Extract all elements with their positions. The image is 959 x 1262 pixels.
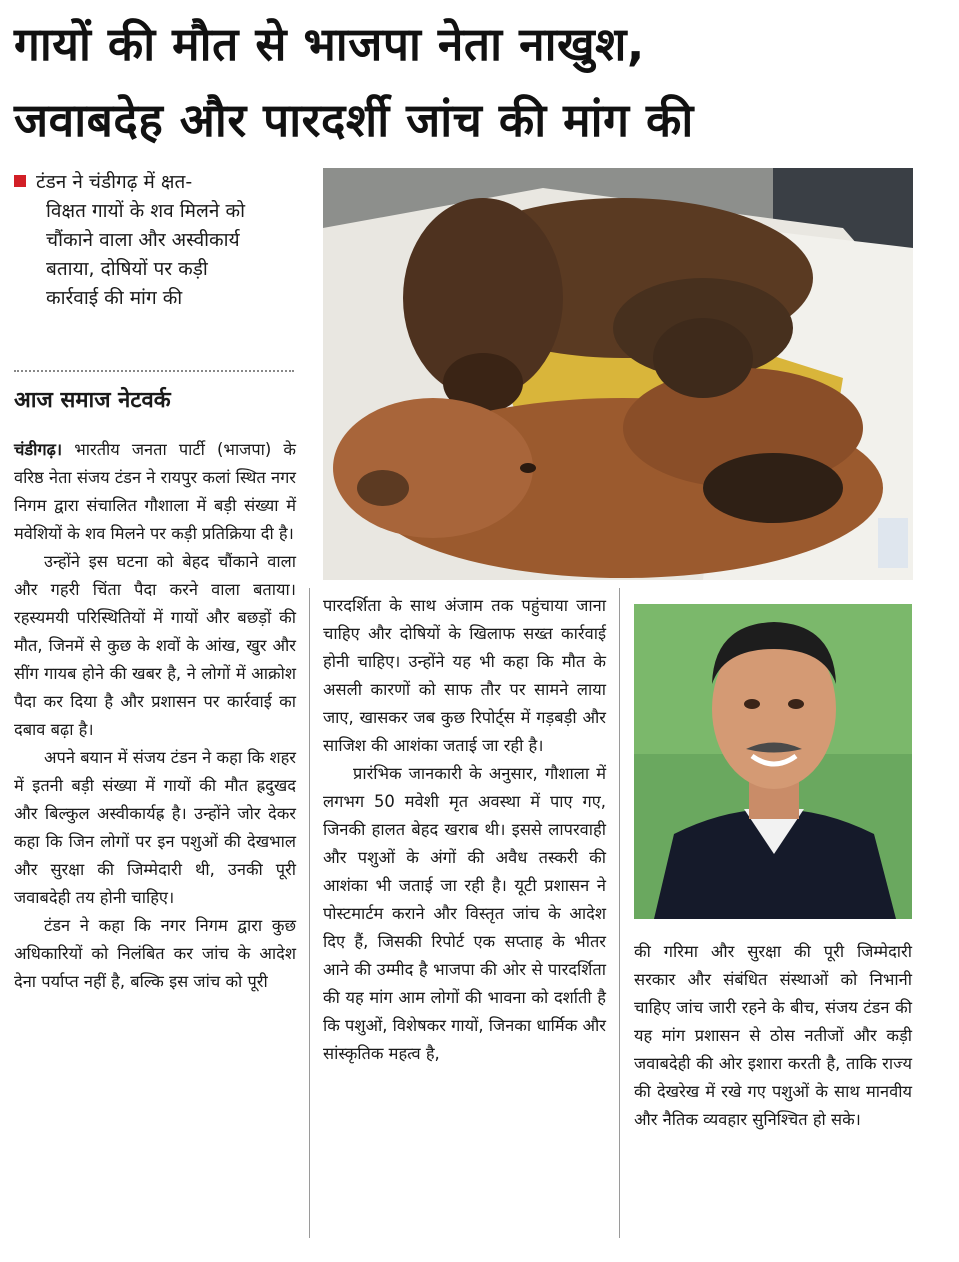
headline-line-2: जवाबदेह और पारदर्शी जांच की मांग की [14, 93, 694, 147]
calf-carcass-photo [323, 168, 913, 580]
deck-line: विक्षत गायों के शव मिलने को [46, 200, 245, 222]
article-column-2 [323, 592, 606, 1068]
column-rule [309, 588, 310, 1238]
headline-line-1: गायों की मौत से भाजपा नेता नाखुश, [14, 17, 645, 71]
deck-line: बताया, दोषियों पर कड़ी [46, 258, 208, 280]
paragraph: अपने बयान में संजय टंडन ने कहा कि शहर में इतनी बड़ी संख्या में गायों की मौत ह्रदुखद और बिल्कुल अस्वीकार्यह्र है। उन्होंने जोर देकर कहा कि जिन लोगों पर इन पशुओं की देखभाल और सुरक्षा की जिम्मेदारी थी, उनकी पूरी जवाबदेही तय होनी चाहिए। [14, 748, 296, 907]
article-column-1 [14, 436, 296, 996]
dotted-divider [14, 370, 294, 372]
paragraph: टंडन ने कहा कि नगर निगम द्वारा कुछ अधिकारियों को निलंबित कर जांच के आदेश देना पर्याप्त नहीं है, बल्कि इस जांच को पूरी [14, 916, 296, 991]
paragraph: चंडीगढ़। भारतीय जनता पार्टी (भाजपा) के वरिष्ठ नेता संजय टंडन ने रायपुर कलां स्थित नगर निगम द्वारा संचालित गौशाला में बड़ी संख्या में मवेशियों के शव मिलने पर कड़ी प्रतिक्रिया दी है। [14, 440, 296, 543]
red-square-bullet-icon [14, 175, 26, 187]
paragraph: की गरिमा और सुरक्षा की पूरी जिम्मेदारी सरकार और संबंधित संस्थाओं को निभानी चाहिए जांच जारी रहने के बीच, संजय टंडन की यह मांग प्रशासन से ठोस नतीजों और कड़ी जवाबदेही की ओर इशारा करती है, ताकि राज्य की देखरेख में रखे गए पशुओं के साथ मानवीय और नैतिक व्यवहार सुनिश्चित हो सके। [634, 942, 912, 1129]
deck-line: टंडन ने चंडीगढ़ में क्षत- [36, 171, 193, 193]
dateline: चंडीगढ़। [14, 440, 63, 459]
deck-summary [14, 168, 304, 313]
column-rule [619, 588, 620, 1238]
paragraph: पारदर्शिता के साथ अंजाम तक पहुंचाया जाना चाहिए और दोषियों के खिलाफ सख्त कार्रवाई होनी चाहिए। उन्होंने यह भी कहा कि मौत के असली कारणों को साफ तौर पर सामने लाया जाए, खासकर जब कुछ रिपोर्ट्स में गड़बड़ी और साजिश की आशंका जताई जा रही है। [323, 596, 606, 755]
paragraph: उन्होंने इस घटना को बेहद चौंकाने वाला और गहरी चिंता पैदा करने वाला बताया। रहस्यमयी परिस्थितियों में गायों और बछड़ों की मौत, जिनमें से कुछ के शवों के आंख, खुर और सींग गायब होने की खबर है, ने लोगों में आक्रोश पैदा कर दिया है और प्रशासन पर कार्रवाई का दबाव बढ़ा है। [14, 552, 296, 739]
deck-line: चौंकाने वाला और अस्वीकार्य [46, 229, 240, 251]
sanjay-tandon-portrait-photo [634, 604, 912, 919]
byline: आज समाज नेटवर्क [14, 388, 171, 413]
deck-line: कार्रवाई की मांग की [46, 287, 183, 309]
article-column-3 [634, 938, 912, 1134]
paragraph: प्रारंभिक जानकारी के अनुसार, गौशाला में लगभग 50 मवेशी मृत अवस्था में पाए गए, जिनकी हालत बेहद खराब थी। इससे लापरवाही और पशुओं के अंगों की अवैध तस्करी की आशंका भी जताई जा रही है। यूटी प्रशासन ने पोस्टमार्टम कराने और विस्तृत जांच के आदेश दिए हैं, जिसकी रिपोर्ट एक सप्ताह के भीतर आने की उम्मीद है भाजपा की ओर से पारदर्शिता की यह मांग आम लोगों की भावना को दर्शाती है कि पशुओं, विशेषकर गायों, जिनका धार्मिक और सांस्कृतिक महत्व है, [323, 764, 606, 1063]
